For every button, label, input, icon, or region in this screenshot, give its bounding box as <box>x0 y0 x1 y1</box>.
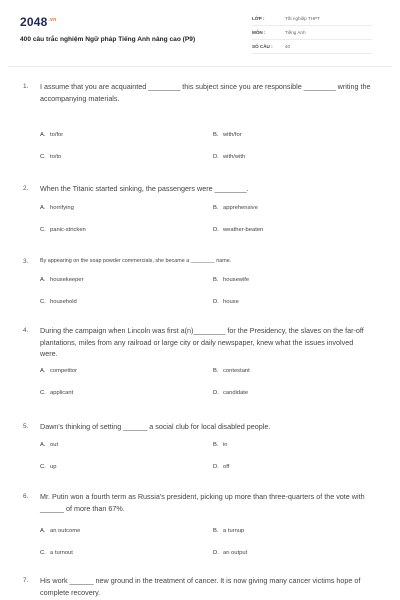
meta-label: LỚP : <box>252 16 265 21</box>
option-a[interactable] <box>40 277 84 283</box>
option-key: C. <box>40 298 46 305</box>
header <box>0 0 400 62</box>
option-key: B. <box>213 276 219 283</box>
option-text: candidate <box>223 389 249 396</box>
option-key: D. <box>213 389 219 396</box>
option-b[interactable] <box>213 442 228 448</box>
question-number: 5. <box>23 423 29 430</box>
option-key: A. <box>40 528 46 534</box>
option-key: D. <box>213 463 219 470</box>
option-key: D. <box>213 154 219 160</box>
option-grid <box>0 205 400 245</box>
option-key: C. <box>40 550 46 556</box>
option-b[interactable] <box>213 528 244 534</box>
question-number: 4. <box>23 327 29 334</box>
option-grid <box>0 528 400 568</box>
option-key: C. <box>40 154 46 160</box>
option-text: housekeeper <box>50 276 84 283</box>
header-divider <box>8 66 392 67</box>
option-a[interactable] <box>40 442 58 448</box>
meta-value: Tốt nghiệp THPT <box>285 16 320 21</box>
option-d[interactable] <box>213 299 239 305</box>
option-key: A. <box>40 276 46 283</box>
option-key: B. <box>213 204 219 211</box>
meta-label: SỐ CÂU : <box>252 44 273 49</box>
option-grid <box>0 277 400 317</box>
option-text: to/for <box>50 132 64 138</box>
option-key: C. <box>40 226 46 233</box>
option-text: to/to <box>50 154 62 160</box>
option-b[interactable] <box>213 368 250 374</box>
option-a[interactable] <box>40 132 63 138</box>
question-text: Mr. Putin won a fourth term as Russia's president, picking up more than three-quarters of the vote with ______ of more than 67%. <box>40 492 365 513</box>
option-text: up <box>50 463 57 470</box>
option-c[interactable] <box>40 299 77 305</box>
option-key: B. <box>213 528 219 534</box>
option-c[interactable] <box>40 550 73 556</box>
option-text: a turnup <box>223 528 245 534</box>
option-key: B. <box>213 441 219 448</box>
option-a[interactable] <box>40 205 74 211</box>
option-key: A. <box>40 132 46 138</box>
question-number: 2. <box>23 185 29 192</box>
option-text: an output <box>223 550 248 556</box>
option-text: housewife <box>223 276 250 283</box>
option-text: with/for <box>223 132 242 138</box>
meta-row-count <box>252 43 372 54</box>
option-grid <box>0 442 400 482</box>
document-meta <box>252 15 372 57</box>
meta-value: 40 <box>285 44 291 49</box>
option-text: weather-beaten <box>223 226 264 233</box>
question-number: 1. <box>23 83 29 90</box>
option-key: D. <box>213 298 219 305</box>
option-key: D. <box>213 226 219 233</box>
option-key: A. <box>40 441 46 448</box>
site-logo[interactable] <box>20 15 56 29</box>
option-text: apprehensive <box>223 204 258 211</box>
question-number: 6. <box>23 493 29 500</box>
option-text: an outcome <box>50 528 81 534</box>
option-key: C. <box>40 463 46 470</box>
question-1 <box>0 81 400 172</box>
meta-row-subject <box>252 29 372 40</box>
option-grid <box>0 132 400 172</box>
option-text: applicant <box>50 389 74 396</box>
meta-value: Tiếng Anh <box>285 30 306 35</box>
option-grid <box>0 368 400 408</box>
option-c[interactable] <box>40 154 61 160</box>
question-text: Dawn's thinking of setting ______ a social club for local disabled people. <box>40 422 271 431</box>
option-text: competitor <box>50 367 78 374</box>
option-d[interactable] <box>213 390 248 396</box>
option-c[interactable] <box>40 464 56 470</box>
question-text: When the Titanic started sinking, the passengers were ________. <box>40 184 249 193</box>
option-b[interactable] <box>213 205 258 211</box>
option-key: A. <box>40 204 46 211</box>
question-number: 7. <box>23 577 29 584</box>
option-text: with/with <box>223 154 246 160</box>
option-a[interactable] <box>40 368 77 374</box>
option-key: C. <box>40 389 46 396</box>
option-text: horrifying <box>50 204 74 211</box>
meta-label: MÔN : <box>252 30 266 35</box>
logo-text: 2048 <box>20 15 48 29</box>
option-a[interactable] <box>40 528 80 534</box>
option-text: household <box>50 298 77 305</box>
option-text: a turnout <box>50 550 73 556</box>
option-c[interactable] <box>40 227 86 233</box>
question-number: 3. <box>23 258 29 265</box>
option-key: A. <box>40 367 46 374</box>
question-text: By appearing on the soap powder commercials, she became a ________ name. <box>40 258 232 264</box>
option-b[interactable] <box>213 132 242 138</box>
option-d[interactable] <box>213 464 229 470</box>
question-6 <box>0 491 400 568</box>
option-text: out <box>50 441 59 448</box>
question-4 <box>0 325 400 408</box>
question-3 <box>0 256 400 317</box>
question-2 <box>0 183 400 245</box>
option-c[interactable] <box>40 390 73 396</box>
option-b[interactable] <box>213 277 249 283</box>
question-text: I assume that you are acquainted ________ this subject since you are responsible ________ writing the accompanying materials. <box>40 82 371 103</box>
option-text: house <box>223 298 239 305</box>
question-text: During the campaign when Lincoln was first a(n)________ for the Presidency, the slaves on the far-off plantations, miles from any railroad or large city or daily newspaper, knew what the issues involved were. <box>40 326 364 358</box>
option-text: contestant <box>223 367 250 374</box>
option-key: B. <box>213 367 219 374</box>
option-key: D. <box>213 550 219 556</box>
option-text: in <box>223 441 228 448</box>
question-7 <box>0 575 400 598</box>
logo-suffix: .vn <box>48 17 57 23</box>
option-d[interactable] <box>213 550 247 556</box>
option-text: panic-stricken <box>50 226 86 233</box>
option-text: off <box>223 463 230 470</box>
question-text: His work ______ new ground in the treatment of cancer. It is now giving many cancer victims hope of complete recovery. <box>40 576 361 597</box>
document-title: 400 câu trắc nghiệm Ngữ pháp Tiếng Anh nâng cao (P9) <box>20 36 196 43</box>
question-5 <box>0 421 400 482</box>
option-d[interactable] <box>213 154 245 160</box>
option-d[interactable] <box>213 227 263 233</box>
meta-row-class <box>252 15 372 26</box>
option-key: B. <box>213 132 219 138</box>
